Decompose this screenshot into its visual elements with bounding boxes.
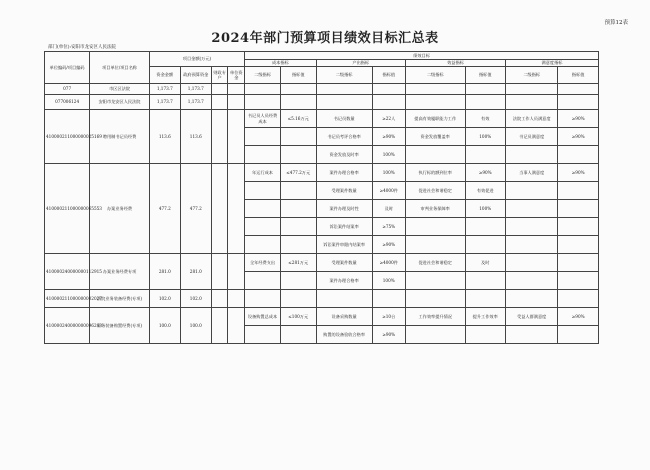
output-value: ≥22人 (372, 110, 405, 128)
output-value: ≥4000件 (372, 182, 405, 200)
output-indicator: 案件办理及时性 (316, 200, 372, 218)
benefit-indicator (405, 290, 465, 308)
satisfaction-indicator (506, 254, 558, 272)
satisfaction-indicator (506, 146, 558, 164)
benefit-indicator: 促进社会和谐稳定 (405, 182, 465, 200)
indicator-cell (558, 84, 599, 95)
header-total: 资金金额 (149, 67, 180, 84)
satisfaction-value (558, 326, 599, 344)
amount-other (228, 110, 245, 164)
header-gov: 政府预算资金 (180, 67, 211, 84)
unit-name: 安阳市龙安区人民法院 (90, 95, 150, 110)
output-indicator: 案件办理合格率 (316, 164, 372, 182)
project-code: 410000240000000112915 (45, 254, 90, 290)
indicator-cell (245, 95, 281, 110)
amount-gov: 1,173.7 (180, 95, 211, 110)
output-indicator: 资金发放及时率 (316, 146, 372, 164)
satisfaction-indicator: 法院工作人员满意度 (506, 110, 558, 128)
project-name: 法院业务装备经费(专项) (90, 290, 150, 308)
header-l2: 二级指标 (506, 67, 558, 84)
amount-fiscal (211, 110, 228, 164)
cost-indicator (245, 200, 281, 218)
cost-value (280, 272, 316, 290)
cost-indicator (245, 146, 281, 164)
satisfaction-value: ≥90% (558, 128, 599, 146)
cost-value (280, 146, 316, 164)
project-row (45, 110, 599, 128)
benefit-value (465, 218, 506, 236)
cost-value: ≤5.16万元 (280, 110, 316, 128)
amount-total: 477.2 (149, 164, 180, 254)
header-output: 产出指标 (316, 60, 405, 67)
benefit-value: 有效促进 (465, 182, 506, 200)
cost-value: ≤477.2万元 (280, 164, 316, 182)
project-code: 410000211000000025169 (45, 110, 90, 164)
header-benefit: 效益指标 (405, 60, 505, 67)
amount-total: 281.0 (149, 254, 180, 290)
indicator-cell (372, 95, 405, 110)
output-indicator: 案件办理合格率 (316, 272, 372, 290)
output-indicator: 受理案件数量 (316, 182, 372, 200)
amount-gov: 477.2 (180, 164, 211, 254)
cost-indicator (245, 326, 281, 344)
satisfaction-indicator: 当事人满意度 (506, 164, 558, 182)
benefit-indicator: 提高有效履职能力工作 (405, 110, 465, 128)
satisfaction-indicator (506, 290, 558, 308)
amount-fiscal (211, 95, 228, 110)
output-indicator (316, 290, 372, 308)
satisfaction-value (558, 272, 599, 290)
header-fiscal: 财政专户 (211, 67, 228, 84)
amount-other (228, 84, 245, 95)
amount-fiscal (211, 308, 228, 344)
header-l3: 指标值 (558, 67, 599, 84)
benefit-indicator (405, 146, 465, 164)
amount-total: 102.0 (149, 290, 180, 308)
benefit-value: 及时 (465, 254, 506, 272)
cost-value (280, 200, 316, 218)
header-l2: 二级指标 (316, 67, 372, 84)
amount-other (228, 164, 245, 254)
amount-total: 100.0 (149, 308, 180, 344)
output-indicator: 书记员考评合格率 (316, 128, 372, 146)
satisfaction-indicator (506, 182, 558, 200)
benefit-indicator (405, 236, 465, 254)
cost-indicator: 年运行成本 (245, 164, 281, 182)
satisfaction-indicator (506, 272, 558, 290)
amount-total: 1,173.7 (149, 95, 180, 110)
cost-indicator (245, 128, 281, 146)
header-l3: 指标值 (465, 67, 506, 84)
satisfaction-indicator (506, 326, 558, 344)
cost-indicator: 全年经费支出 (245, 254, 281, 272)
satisfaction-value: ≥90% (558, 164, 599, 182)
project-name: 聘用制书记员经费 (90, 110, 150, 164)
output-value: ≥10台 (372, 308, 405, 326)
benefit-indicator: 促进社会和谐稳定 (405, 254, 465, 272)
output-value: 及时 (372, 200, 405, 218)
benefit-value (465, 290, 506, 308)
amount-total: 1,173.7 (149, 84, 180, 95)
header-other: 单位资金 (228, 67, 245, 84)
cost-indicator (245, 182, 281, 200)
header-l3: 指标值 (372, 67, 405, 84)
output-indicator: 书记员数量 (316, 110, 372, 128)
indicator-cell (405, 84, 465, 95)
cost-indicator: 设备购置总成本 (245, 308, 281, 326)
indicator-cell (465, 95, 506, 110)
satisfaction-indicator: 受益人群满意度 (506, 308, 558, 326)
output-value: 100% (372, 146, 405, 164)
indicator-cell (405, 95, 465, 110)
project-row (45, 254, 599, 272)
header-cost: 成本指标 (245, 60, 316, 67)
amount-gov: 100.0 (180, 308, 211, 344)
output-indicator: 诉讼案件审限内结案率 (316, 236, 372, 254)
indicator-cell (280, 95, 316, 110)
benefit-value: 100% (465, 128, 506, 146)
benefit-indicator (405, 218, 465, 236)
benefit-indicator: 资金发放覆盖率 (405, 128, 465, 146)
document-title: 2024年部门预算项目绩效目标汇总表 (211, 31, 439, 46)
satisfaction-value (558, 236, 599, 254)
cost-value: ≤281万元 (280, 254, 316, 272)
output-indicator: 购置的设备验收合格率 (316, 326, 372, 344)
cost-value (280, 182, 316, 200)
amount-other (228, 290, 245, 308)
indicator-cell (372, 84, 405, 95)
amount-total: 113.6 (149, 110, 180, 164)
project-row (45, 164, 599, 182)
project-name: 办案业务经费 (90, 164, 150, 254)
summary-row (45, 84, 599, 95)
project-code: 410000211000000002027 (45, 290, 90, 308)
table-number-tag: 预算12表 (604, 20, 628, 26)
header-name: 项目单位/项目名称 (90, 52, 150, 84)
indicator-cell (316, 95, 372, 110)
cost-value (280, 236, 316, 254)
output-indicator: 受理案件数量 (316, 254, 372, 272)
output-value: 100% (372, 164, 405, 182)
cost-indicator: 书记员人员经费成本 (245, 110, 281, 128)
benefit-value: 100% (465, 200, 506, 218)
indicator-cell (245, 84, 281, 95)
cost-value (280, 218, 316, 236)
satisfaction-value: ≥90% (558, 308, 599, 326)
project-code: 410000211000000065553 (45, 164, 90, 254)
output-value: ≥90% (372, 128, 405, 146)
summary-row (45, 95, 599, 110)
header-satisfaction: 满意度指标 (506, 60, 599, 67)
header-perf: 绩效目标 (245, 52, 599, 60)
amount-gov: 102.0 (180, 290, 211, 308)
cost-indicator (245, 290, 281, 308)
benefit-value: 提升工作效率 (465, 308, 506, 326)
unit-name: 市区区法院 (90, 84, 150, 95)
header-l3: 指标值 (280, 67, 316, 84)
satisfaction-indicator: 书记员满意度 (506, 128, 558, 146)
project-name: 业务装备购置经费(专项) (90, 308, 150, 344)
header-l2: 二级指标 (245, 67, 281, 84)
satisfaction-value (558, 218, 599, 236)
cost-value: ≤100万元 (280, 308, 316, 326)
department-label: 部门(单位):安阳市龙安区人民法院 (48, 45, 117, 50)
output-value: ≥4000件 (372, 254, 405, 272)
satisfaction-indicator (506, 200, 558, 218)
project-row (45, 308, 599, 326)
cost-indicator (245, 272, 281, 290)
header-l2: 二级指标 (405, 67, 465, 84)
satisfaction-value: ≥90% (558, 110, 599, 128)
cost-indicator (245, 236, 281, 254)
benefit-indicator: 审判业务保障率 (405, 200, 465, 218)
cost-value (280, 326, 316, 344)
unit-code: 077006124 (45, 95, 90, 110)
satisfaction-value (558, 290, 599, 308)
output-value (372, 290, 405, 308)
header-amount-group: 项目金额(万元) (149, 52, 244, 67)
satisfaction-value (558, 200, 599, 218)
benefit-indicator: 工作效率提升情况 (405, 308, 465, 326)
table-body (45, 52, 599, 344)
output-value: ≥75% (372, 218, 405, 236)
amount-gov: 113.6 (180, 110, 211, 164)
indicator-cell (316, 84, 372, 95)
amount-gov: 1,173.7 (180, 84, 211, 95)
amount-fiscal (211, 254, 228, 290)
output-value: 100% (372, 272, 405, 290)
project-row (45, 290, 599, 308)
output-indicator: 设备采购数量 (316, 308, 372, 326)
satisfaction-value (558, 146, 599, 164)
indicator-cell (465, 84, 506, 95)
indicator-cell (506, 95, 558, 110)
output-value: ≥90% (372, 236, 405, 254)
satisfaction-indicator (506, 236, 558, 254)
output-value: ≥90% (372, 326, 405, 344)
amount-fiscal (211, 84, 228, 95)
project-code: 410000240000000096203 (45, 308, 90, 344)
benefit-value: ≥90% (465, 164, 506, 182)
benefit-value (465, 236, 506, 254)
benefit-indicator: 执行标的额到位率 (405, 164, 465, 182)
benefit-value: 有效 (465, 110, 506, 128)
satisfaction-value (558, 254, 599, 272)
amount-fiscal (211, 290, 228, 308)
cost-indicator (245, 218, 281, 236)
indicator-cell (506, 84, 558, 95)
satisfaction-value (558, 182, 599, 200)
project-name: 办案业务经费专项 (90, 254, 150, 290)
indicator-cell (558, 95, 599, 110)
satisfaction-indicator (506, 218, 558, 236)
unit-code: 077 (45, 84, 90, 95)
performance-table (44, 51, 599, 344)
amount-gov: 281.0 (180, 254, 211, 290)
amount-other (228, 95, 245, 110)
amount-other (228, 254, 245, 290)
benefit-indicator (405, 272, 465, 290)
benefit-indicator (405, 326, 465, 344)
header-code: 单位编码/项目编码 (45, 52, 90, 84)
cost-value (280, 128, 316, 146)
amount-fiscal (211, 164, 228, 254)
amount-other (228, 308, 245, 344)
benefit-value (465, 326, 506, 344)
benefit-value (465, 272, 506, 290)
benefit-value (465, 146, 506, 164)
cost-value (280, 290, 316, 308)
indicator-cell (280, 84, 316, 95)
output-indicator: 诉讼案件结案率 (316, 218, 372, 236)
